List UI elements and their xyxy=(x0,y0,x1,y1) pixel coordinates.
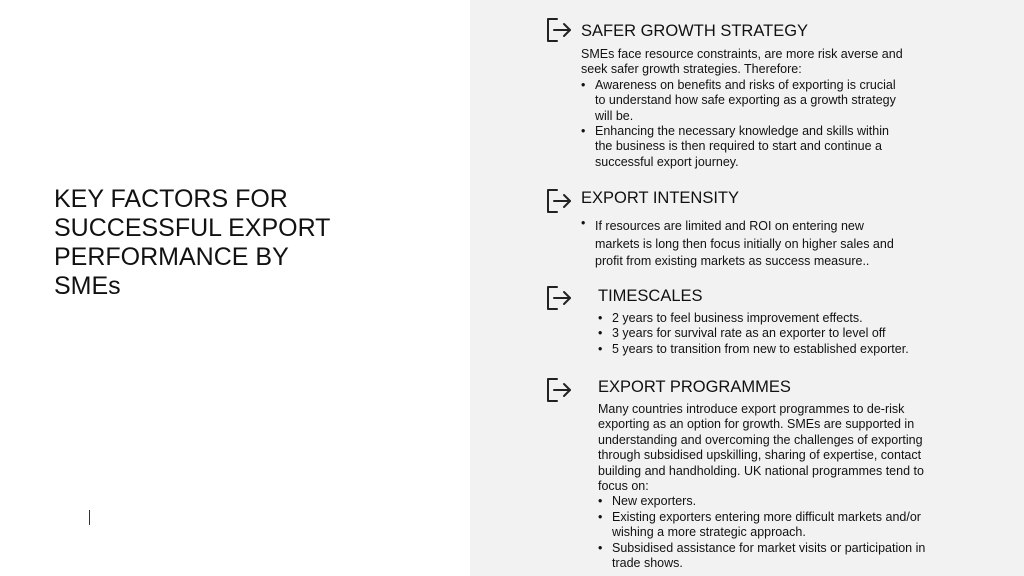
arrow-right-from-bracket-icon xyxy=(545,187,573,215)
list-item: • New exporters. xyxy=(598,494,928,509)
section-intro: Many countries introduce export programmes to de-risk exporting as an option for growth. SMEs are supported in understanding and overcoming the challenges of exporting through subsidised upskilling, sharing of expertise, contact building and handholding. UK national programmes tend to focus on: xyxy=(598,402,924,494)
text-cursor xyxy=(89,510,90,525)
list-item: • 3 years for survival rate as an exporter to level off xyxy=(598,326,923,341)
bullet-list xyxy=(598,311,923,357)
arrow-right-from-bracket-icon xyxy=(545,16,573,44)
section-title-safer-growth: SAFER GROWTH STRATEGY xyxy=(581,22,809,40)
section-body-timescales xyxy=(598,311,923,357)
list-item: • Existing exporters entering more difficult markets and/or wishing a more strategic approach. xyxy=(598,510,928,541)
list-item: • Awareness on benefits and risks of exporting is crucial to understand how safe exporting as a growth strategy will be. xyxy=(581,78,906,124)
section-intro: SMEs face resource constraints, are more risk averse and seek safer growth strategies. Therefore: xyxy=(581,47,903,77)
section-title-export-programmes: EXPORT PROGRAMMES xyxy=(598,378,791,396)
arrow-right-from-bracket-icon xyxy=(545,376,573,404)
section-title-timescales: TIMESCALES xyxy=(598,287,703,305)
left-panel xyxy=(0,0,470,576)
section-body-safer-growth xyxy=(581,47,906,170)
list-item: • Enhancing the necessary knowledge and skills within the business is then required to start and continue a successful export journey. xyxy=(581,124,906,170)
bullet-list xyxy=(581,218,906,271)
list-item: • 5 years to transition from new to established exporter. xyxy=(598,342,923,357)
list-item: • If resources are limited and ROI on entering new markets is long then focus initially on higher sales and profit from existing markets as success measure.. xyxy=(581,218,906,271)
bullet-list xyxy=(598,494,928,571)
section-body-export-intensity xyxy=(581,218,906,271)
section-body-export-programmes xyxy=(598,402,928,571)
section-title-export-intensity: EXPORT INTENSITY xyxy=(581,189,740,207)
slide-title: KEY FACTORS FOR SUCCESSFUL EXPORT PERFORMANCE BY SMEs xyxy=(54,184,331,300)
bullet-list xyxy=(581,78,906,170)
list-item: • Subsidised assistance for market visits or participation in trade shows. xyxy=(598,541,928,572)
list-item: • 2 years to feel business improvement effects. xyxy=(598,311,923,326)
arrow-right-from-bracket-icon xyxy=(545,284,573,312)
